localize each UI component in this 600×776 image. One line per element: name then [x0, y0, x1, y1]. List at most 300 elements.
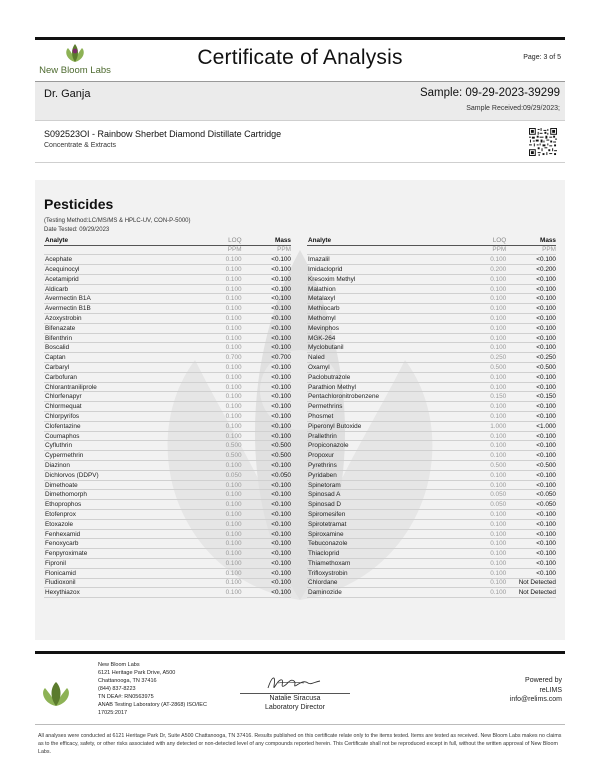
units-blank: [44, 245, 187, 255]
loq-cell: 0.100: [451, 470, 506, 480]
analyte-cell: Permethrins: [307, 402, 451, 412]
mass-cell: Not Detected: [506, 588, 556, 598]
footer-logo: [38, 680, 74, 713]
mass-cell: <0.100: [242, 255, 291, 265]
table-row: [307, 265, 556, 275]
analyte-cell: Propiconazole: [307, 441, 451, 451]
analyte-cell: Spinosad A: [307, 490, 451, 500]
mass-cell: <0.100: [242, 363, 291, 373]
mass-cell: <0.100: [506, 470, 556, 480]
analyte-cell: Chlorantraniliprole: [44, 382, 187, 392]
loq-cell: 0.100: [451, 431, 506, 441]
loq-cell: 0.100: [451, 480, 506, 490]
table-row: [44, 549, 291, 559]
mass-cell: <0.100: [506, 304, 556, 314]
loq-cell: 0.100: [451, 372, 506, 382]
analyte-cell: Oxamyl: [307, 363, 451, 373]
mass-cell: <0.100: [242, 421, 291, 431]
units-blank: [307, 245, 451, 255]
loq-cell: 0.100: [451, 304, 506, 314]
mass-cell: <0.500: [506, 363, 556, 373]
loq-cell: 0.100: [187, 549, 241, 559]
signer-name: Natalie Siracusa: [240, 693, 350, 702]
mass-cell: <0.100: [242, 519, 291, 529]
mass-cell: <0.100: [506, 382, 556, 392]
analyte-cell: Carbaryl: [44, 363, 187, 373]
disclaimer-rule: [35, 724, 565, 725]
client-name: Dr. Ganja: [44, 88, 91, 100]
table-row: [44, 294, 291, 304]
mass-cell: <0.100: [506, 559, 556, 569]
mass-cell: <0.100: [242, 559, 291, 569]
loq-cell: 0.100: [451, 549, 506, 559]
loq-cell: 0.100: [451, 412, 506, 422]
mass-cell: <0.100: [242, 294, 291, 304]
analyte-cell: Mevinphos: [307, 323, 451, 333]
loq-cell: 0.100: [187, 402, 241, 412]
loq-cell: 0.100: [187, 363, 241, 373]
mass-cell: <0.100: [506, 314, 556, 324]
analyte-cell: Spiroxamine: [307, 529, 451, 539]
loq-cell: 0.150: [451, 392, 506, 402]
mass-cell: <0.100: [506, 323, 556, 333]
analyte-cell: Chlormequat: [44, 402, 187, 412]
loq-cell: 0.100: [187, 588, 241, 598]
mass-cell: <0.100: [242, 265, 291, 275]
signature-image: [264, 672, 324, 694]
analyte-cell: Imidacloprid: [307, 265, 451, 275]
table-row: [307, 284, 556, 294]
mass-cell: <0.100: [242, 343, 291, 353]
table-row: [44, 461, 291, 471]
col-loq-header: LOQ: [451, 236, 506, 245]
product-band: [35, 121, 565, 163]
table-row: [44, 529, 291, 539]
table-row: [307, 490, 556, 500]
table-row: [307, 412, 556, 422]
analyte-cell: Pyrethrins: [307, 461, 451, 471]
mass-cell: <0.100: [506, 519, 556, 529]
loq-cell: 0.100: [187, 294, 241, 304]
lab-logo-text: New Bloom Labs: [39, 65, 111, 76]
date-tested: Date Tested: 09/29/2023: [44, 227, 110, 233]
loq-cell: 0.250: [451, 353, 506, 363]
table-row: [307, 402, 556, 412]
loq-cell: 0.500: [187, 451, 241, 461]
table-row: [307, 363, 556, 373]
col-loq-header: LOQ: [187, 236, 241, 245]
product-category: Concentrate & Extracts: [44, 142, 116, 149]
mass-cell: <0.100: [506, 284, 556, 294]
table-row: [307, 480, 556, 490]
mass-cell: <0.100: [242, 568, 291, 578]
analyte-cell: Propoxur: [307, 451, 451, 461]
mass-cell: <0.500: [506, 461, 556, 471]
table-row: [44, 519, 291, 529]
table-row: [44, 284, 291, 294]
loq-cell: 0.500: [187, 441, 241, 451]
mass-cell: <0.100: [506, 431, 556, 441]
address-line: 17025:2017: [98, 710, 128, 716]
analyte-cell: Fenhexamid: [44, 529, 187, 539]
table-row: [44, 480, 291, 490]
analyte-cell: MGK-264: [307, 333, 451, 343]
table-row: [44, 314, 291, 324]
pesticides-section: [35, 180, 565, 640]
page-number: Page: 3 of 5: [523, 54, 561, 61]
loq-cell: 0.100: [187, 431, 241, 441]
table-header-row: [44, 236, 291, 245]
table-row: [307, 451, 556, 461]
table-row: [307, 519, 556, 529]
analyte-cell: Thiamethoxam: [307, 559, 451, 569]
analyte-cell: Parathion Methyl: [307, 382, 451, 392]
analyte-cell: Fenpyroximate: [44, 549, 187, 559]
loq-cell: 0.100: [451, 274, 506, 284]
table-row: [307, 431, 556, 441]
table-row: [307, 588, 556, 598]
qr-code-icon[interactable]: [529, 128, 557, 156]
table-row: [307, 470, 556, 480]
testing-method: (Testing Method:LC/MS/MS & HPLC-UV, CON-P-5000): [44, 218, 191, 224]
analyte-cell: Dimethoate: [44, 480, 187, 490]
bloom-logo-icon: [62, 42, 88, 64]
analyte-cell: Pentachloronitrobenzene: [307, 392, 451, 402]
analyte-cell: Avermectin B1A: [44, 294, 187, 304]
mass-cell: <0.100: [242, 431, 291, 441]
loq-cell: 0.100: [187, 578, 241, 588]
mass-cell: <0.050: [242, 470, 291, 480]
mass-cell: <0.500: [242, 441, 291, 451]
loq-cell: 0.100: [187, 323, 241, 333]
table-row: [307, 294, 556, 304]
table-row: [44, 274, 291, 284]
address-line: ANAB Testing Laboratory (AT-2868) ISO/IEC: [98, 702, 207, 708]
loq-cell: 0.050: [187, 470, 241, 480]
mass-cell: <0.100: [506, 568, 556, 578]
table-row: [307, 353, 556, 363]
analyte-cell: Fludioxonil: [44, 578, 187, 588]
loq-cell: 0.100: [187, 510, 241, 520]
table-row: [44, 412, 291, 422]
mass-cell: <0.250: [506, 353, 556, 363]
mass-cell: <0.100: [242, 274, 291, 284]
mass-cell: <0.050: [506, 500, 556, 510]
loq-cell: 0.100: [187, 382, 241, 392]
mass-cell: <0.100: [242, 412, 291, 422]
col-analyte-header: Analyte: [44, 236, 187, 245]
table-row: [307, 274, 556, 284]
loq-cell: 0.100: [187, 539, 241, 549]
loq-cell: 0.100: [187, 284, 241, 294]
loq-cell: 0.100: [451, 333, 506, 343]
table-row: [44, 539, 291, 549]
analyte-cell: Bifenthrin: [44, 333, 187, 343]
section-title: Pesticides: [44, 196, 114, 212]
analyte-cell: Chlorpyrifos: [44, 412, 187, 422]
mass-cell: <0.100: [506, 539, 556, 549]
table-row: [44, 588, 291, 598]
mass-cell: <0.100: [506, 412, 556, 422]
powered-by: [510, 676, 562, 705]
loq-cell: 0.100: [451, 284, 506, 294]
table-row: [307, 568, 556, 578]
mass-cell: <0.100: [506, 343, 556, 353]
loq-cell: 0.100: [451, 441, 506, 451]
table-row: [44, 500, 291, 510]
loq-cell: 0.100: [451, 402, 506, 412]
mass-cell: <0.100: [506, 529, 556, 539]
loq-cell: 0.100: [451, 578, 506, 588]
analyte-cell: Phosmet: [307, 412, 451, 422]
mass-cell: <0.100: [242, 539, 291, 549]
loq-cell: 0.100: [187, 343, 241, 353]
header: [35, 40, 565, 80]
table-row: [307, 510, 556, 520]
loq-cell: 0.100: [187, 461, 241, 471]
table-row: [307, 392, 556, 402]
loq-cell: 0.100: [451, 343, 506, 353]
mass-unit: PPM: [242, 245, 291, 255]
table-row: [44, 392, 291, 402]
loq-cell: 0.500: [451, 363, 506, 373]
loq-cell: 0.100: [187, 412, 241, 422]
table-row: [307, 382, 556, 392]
loq-unit: PPM: [451, 245, 506, 255]
mass-cell: <0.100: [242, 402, 291, 412]
bloom-logo-icon: [38, 680, 74, 708]
loq-cell: 0.100: [187, 519, 241, 529]
analyte-cell: Etofenprox: [44, 510, 187, 520]
table-row: [307, 333, 556, 343]
table-row: [307, 323, 556, 333]
signer-title: Laboratory Director: [265, 704, 325, 711]
analyte-cell: Bifenazate: [44, 323, 187, 333]
document-title: Certificate of Analysis: [197, 46, 403, 69]
table-row: [307, 421, 556, 431]
mass-cell: <0.100: [242, 588, 291, 598]
mass-cell: <0.100: [242, 323, 291, 333]
loq-cell: 0.100: [187, 480, 241, 490]
sample-id: Sample: 09-29-2023-39299: [419, 87, 560, 99]
analyte-cell: Daminozide: [307, 588, 451, 598]
table-row: [44, 265, 291, 275]
analyte-cell: Etoxazole: [44, 519, 187, 529]
table-row: [44, 451, 291, 461]
analyte-cell: Clofentazine: [44, 421, 187, 431]
results-table-left: [44, 236, 291, 598]
loq-cell: 0.100: [187, 500, 241, 510]
analyte-cell: Imazalil: [307, 255, 451, 265]
loq-cell: 0.100: [451, 510, 506, 520]
analyte-cell: Paclobutrazole: [307, 372, 451, 382]
loq-cell: 0.100: [187, 372, 241, 382]
mass-cell: <0.100: [242, 314, 291, 324]
loq-cell: 0.100: [187, 490, 241, 500]
table-row: [307, 304, 556, 314]
col-mass-header: Mass: [242, 236, 291, 245]
loq-cell: 0.100: [451, 568, 506, 578]
loq-cell: 0.100: [451, 451, 506, 461]
mass-cell: <0.100: [242, 304, 291, 314]
analyte-cell: Carbofuran: [44, 372, 187, 382]
lab-logo: [35, 42, 115, 78]
analyte-cell: Dimethomorph: [44, 490, 187, 500]
table-row: [307, 441, 556, 451]
analyte-cell: Tebuconazole: [307, 539, 451, 549]
powered-email[interactable]: info@relims.com: [509, 696, 562, 703]
loq-cell: 0.100: [451, 539, 506, 549]
table-header-row: [307, 236, 556, 245]
table-row: [44, 323, 291, 333]
analyte-cell: Piperonyl Butoxide: [307, 421, 451, 431]
mass-cell: <0.100: [506, 255, 556, 265]
loq-unit: PPM: [187, 245, 241, 255]
table-row: [307, 549, 556, 559]
analyte-cell: Dichlorvos (DDPV): [44, 470, 187, 480]
analyte-cell: Captan: [44, 353, 187, 363]
analyte-cell: Spirotetramat: [307, 519, 451, 529]
powered-label: Powered by: [525, 677, 562, 684]
table-row: [44, 255, 291, 265]
address-line: (844) 837-8223: [98, 686, 136, 692]
mass-cell: <0.100: [506, 510, 556, 520]
analyte-cell: Spinosad D: [307, 500, 451, 510]
loq-cell: 0.200: [451, 265, 506, 275]
loq-cell: 0.050: [451, 500, 506, 510]
loq-cell: 0.700: [187, 353, 241, 363]
analyte-cell: Myclobutanil: [307, 343, 451, 353]
mass-cell: <0.100: [242, 480, 291, 490]
analyte-cell: Acephate: [44, 255, 187, 265]
table-row: [307, 343, 556, 353]
product-name: S092523OI - Rainbow Sherbet Diamond Distillate Cartridge: [44, 129, 282, 139]
loq-cell: 0.100: [187, 392, 241, 402]
table-row: [44, 343, 291, 353]
sample-received: Sample Received:09/29/2023;: [466, 105, 560, 112]
loq-cell: 0.100: [451, 529, 506, 539]
analyte-cell: Kresoxim Methyl: [307, 274, 451, 284]
mass-cell: <0.050: [506, 490, 556, 500]
loq-cell: 0.100: [187, 274, 241, 284]
loq-cell: 0.500: [451, 461, 506, 471]
analyte-cell: Flonicamid: [44, 568, 187, 578]
loq-cell: 0.100: [187, 333, 241, 343]
mass-cell: <0.100: [506, 451, 556, 461]
mass-cell: <0.100: [506, 372, 556, 382]
mass-cell: <0.100: [506, 549, 556, 559]
mass-cell: <0.100: [242, 490, 291, 500]
loq-cell: 0.100: [187, 255, 241, 265]
results-table-right: [307, 236, 556, 598]
analyte-cell: Methomyl: [307, 314, 451, 324]
address-line: Chattanooga, TN 37416: [98, 678, 157, 684]
loq-cell: 0.050: [451, 490, 506, 500]
col-mass-header: Mass: [506, 236, 556, 245]
table-row: [44, 333, 291, 343]
address-line: TN DEA#: RN0563975: [98, 694, 154, 700]
loq-cell: 0.100: [451, 294, 506, 304]
loq-cell: 0.100: [187, 304, 241, 314]
mass-cell: <0.100: [506, 402, 556, 412]
table-row: [44, 490, 291, 500]
disclaimer: All analyses were conducted at 6121 Heritage Park Dr, Suite A500 Chattanooga, TN 37416. Results published on this certificate relate only to the items tested. Items are tested as received. New Bloom Labs makes no claims as to the efficacy, safety, or other risks associated with any detected or non-detected level of any compounds reported herein. This Certificate shall not be reproduced except in full, without the written approval of New Bloom Labs.: [38, 733, 562, 756]
analyte-cell: Hexythiazox: [44, 588, 187, 598]
powered-brand: reLIMS: [539, 686, 562, 694]
loq-cell: 0.100: [187, 421, 241, 431]
loq-cell: 0.100: [451, 323, 506, 333]
analyte-cell: Fenoxycarb: [44, 539, 187, 549]
mass-cell: <0.100: [242, 333, 291, 343]
loq-cell: 0.100: [451, 314, 506, 324]
table-row: [307, 529, 556, 539]
mass-cell: <0.100: [242, 382, 291, 392]
mass-cell: <0.100: [506, 294, 556, 304]
units-row: [44, 245, 291, 255]
analyte-cell: Cyfluthrin: [44, 441, 187, 451]
footer-rule: [35, 651, 565, 654]
analyte-cell: Azoxystrobin: [44, 314, 187, 324]
table-row: [44, 470, 291, 480]
mass-cell: <0.100: [242, 578, 291, 588]
table-row: [44, 353, 291, 363]
mass-cell: <1.000: [506, 421, 556, 431]
table-row: [44, 382, 291, 392]
loq-cell: 0.100: [187, 529, 241, 539]
analyte-cell: Methiocarb: [307, 304, 451, 314]
analyte-cell: Coumaphos: [44, 431, 187, 441]
mass-cell: <0.100: [506, 441, 556, 451]
mass-cell: Not Detected: [506, 578, 556, 588]
mass-unit: PPM: [506, 245, 556, 255]
mass-cell: <0.100: [506, 274, 556, 284]
table-row: [44, 421, 291, 431]
mass-cell: <0.100: [242, 392, 291, 402]
loq-cell: 0.100: [451, 559, 506, 569]
analyte-cell: Naled: [307, 353, 451, 363]
table-row: [307, 539, 556, 549]
table-row: [44, 510, 291, 520]
analyte-cell: Chlorfenapyr: [44, 392, 187, 402]
loq-cell: 0.100: [451, 519, 506, 529]
table-row: [44, 304, 291, 314]
table-row: [44, 568, 291, 578]
mass-cell: <0.700: [242, 353, 291, 363]
loq-cell: 0.100: [187, 265, 241, 275]
lab-address: [98, 661, 207, 717]
table-row: [44, 431, 291, 441]
table-row: [44, 363, 291, 373]
table-row: [44, 559, 291, 569]
mass-cell: <0.100: [242, 461, 291, 471]
loq-cell: 0.100: [451, 382, 506, 392]
analyte-cell: Malathion: [307, 284, 451, 294]
address-line: New Bloom Labs: [98, 662, 140, 668]
mass-cell: <0.100: [242, 510, 291, 520]
table-row: [307, 314, 556, 324]
table-row: [44, 402, 291, 412]
loq-cell: 0.100: [187, 559, 241, 569]
analyte-cell: Prallethrin: [307, 431, 451, 441]
analyte-cell: Aldicarb: [44, 284, 187, 294]
analyte-cell: Spiromesifen: [307, 510, 451, 520]
analyte-cell: Pyridaben: [307, 470, 451, 480]
mass-cell: <0.100: [242, 500, 291, 510]
analyte-cell: Fipronil: [44, 559, 187, 569]
analyte-cell: Metalaxyl: [307, 294, 451, 304]
mass-cell: <0.100: [506, 480, 556, 490]
loq-cell: 1.000: [451, 421, 506, 431]
